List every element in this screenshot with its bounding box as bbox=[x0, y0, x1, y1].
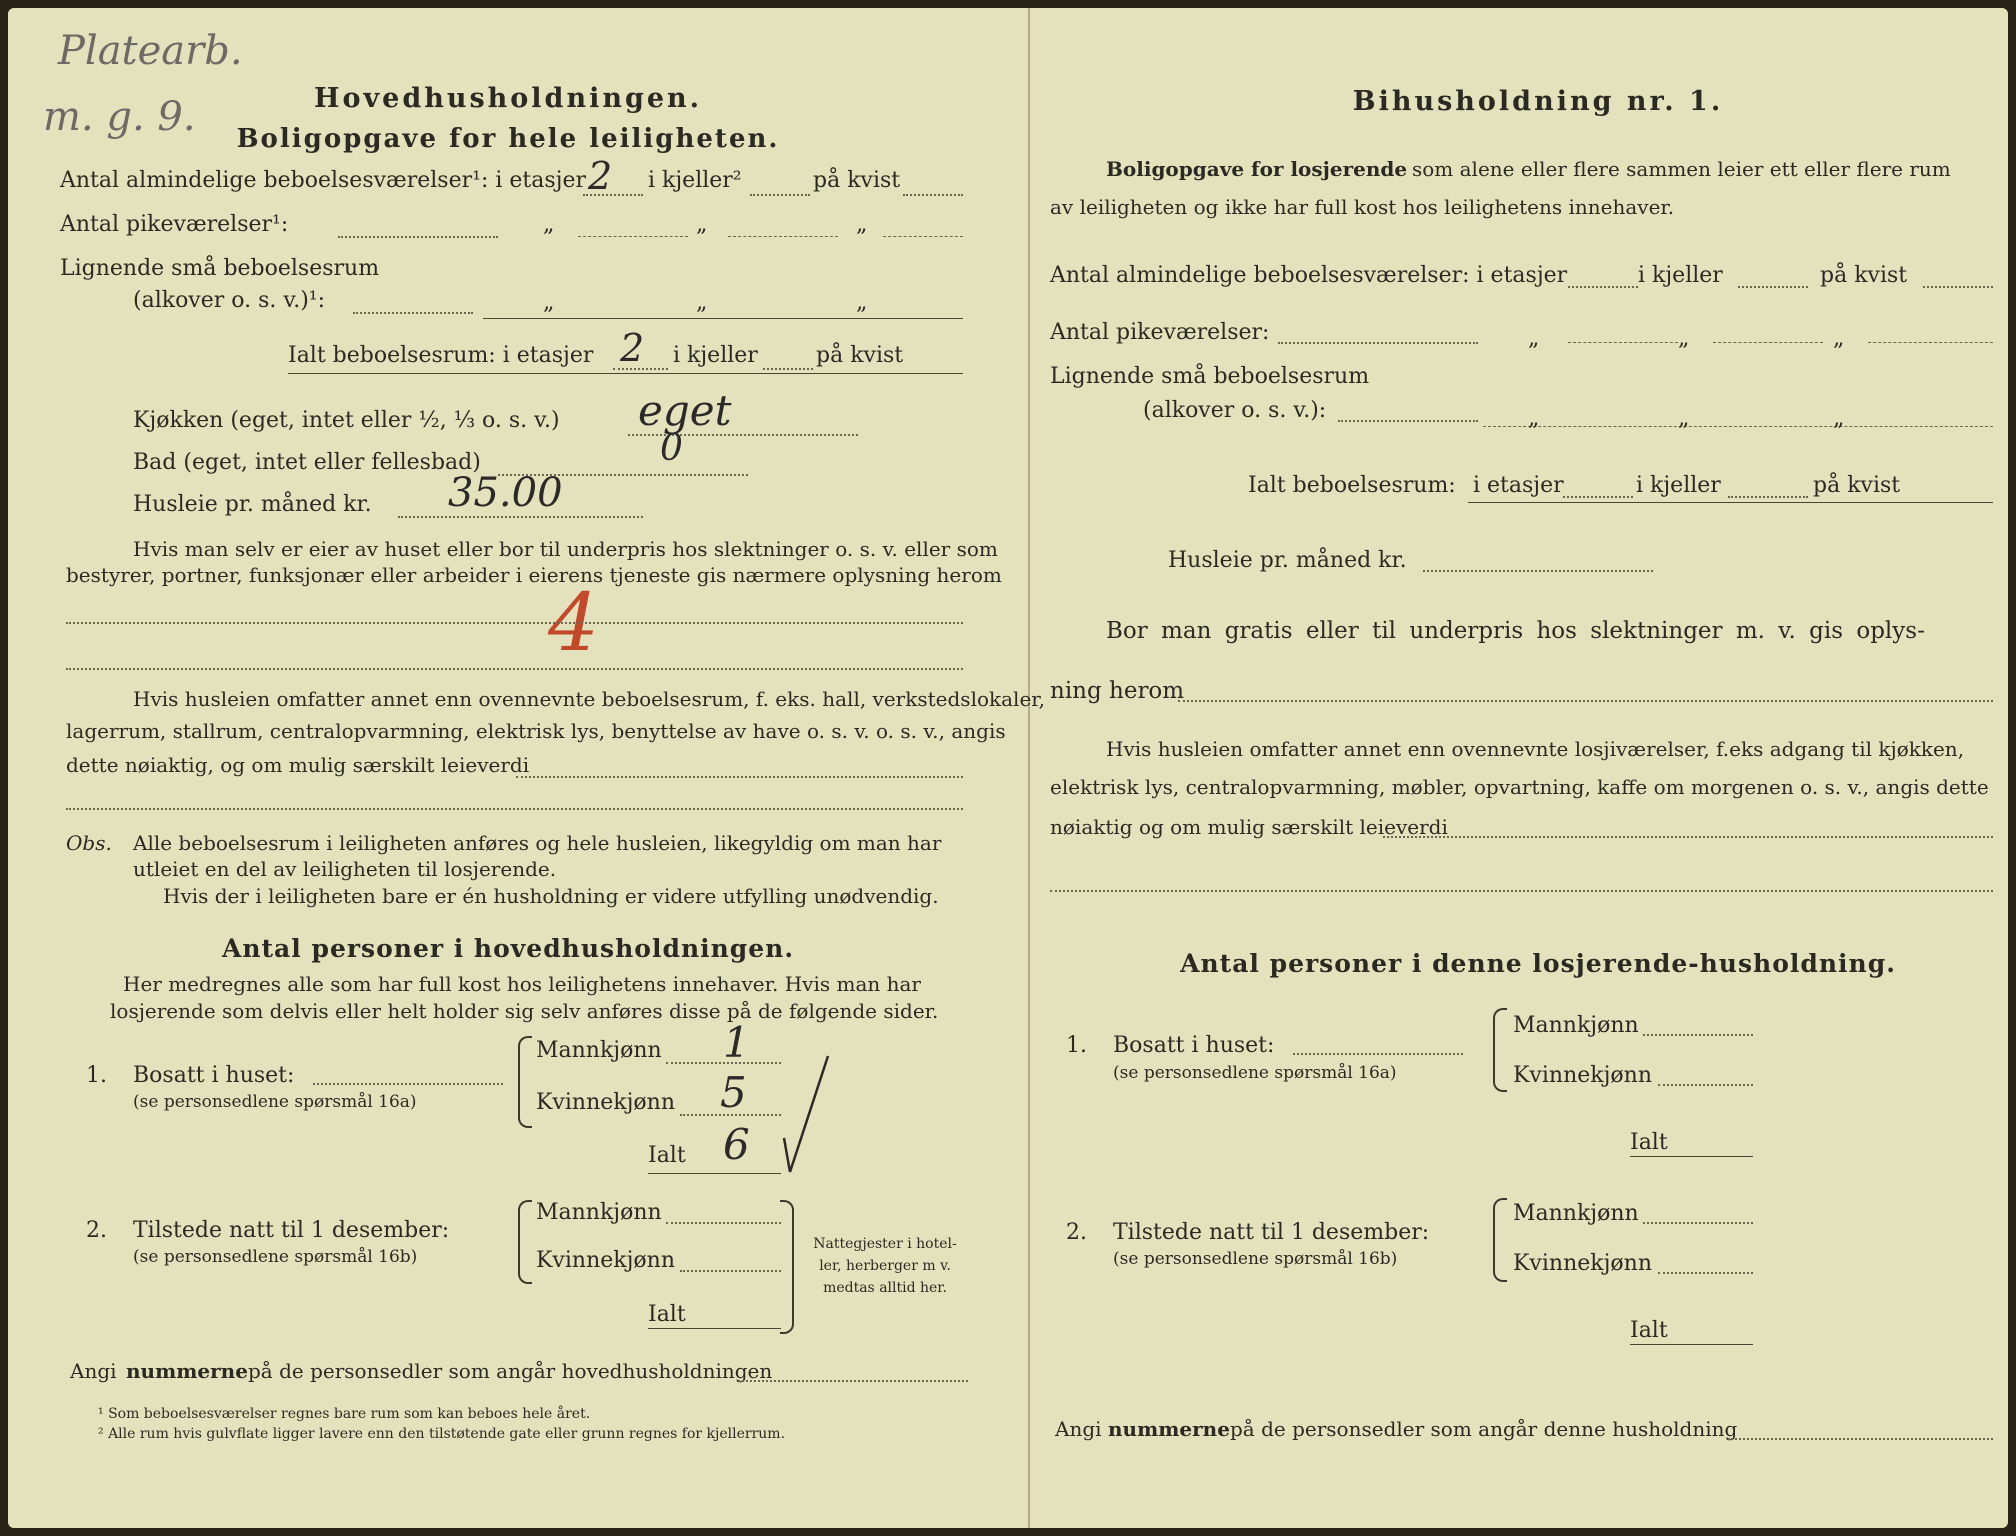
present-female-field[interactable] bbox=[1658, 1272, 1753, 1274]
persons-title: Antal personer i hovedhusholdningen. bbox=[221, 934, 795, 963]
floors-field[interactable] bbox=[583, 194, 643, 196]
floors-field[interactable] bbox=[1568, 286, 1638, 288]
floors-value: 2 bbox=[588, 154, 613, 198]
total-rule bbox=[1468, 502, 1993, 503]
main-household-page bbox=[8, 8, 1046, 1528]
q1-label: Bosatt i huset: bbox=[1113, 1033, 1275, 1058]
male-field[interactable] bbox=[1643, 1034, 1753, 1036]
brace bbox=[518, 1036, 532, 1128]
small-rooms-label: Lignende små beboelsesrum bbox=[60, 256, 380, 281]
included-note-line-3: dette nøiaktig, og om mulig særskilt leieverdi bbox=[66, 753, 530, 777]
q2-number: 2. bbox=[86, 1218, 107, 1243]
cellar-label: i kjeller² bbox=[648, 168, 742, 193]
page-title: Hovedhusholdningen. bbox=[313, 83, 703, 114]
total-floors-field[interactable] bbox=[613, 368, 668, 370]
q1-number: 1. bbox=[1066, 1033, 1087, 1058]
owner-note-line-2: bestyrer, portner, funksjonær eller arbeider i eierens tjeneste gis nærmere oplysning herom bbox=[66, 563, 1002, 587]
maid-cellar-field[interactable] bbox=[728, 236, 838, 237]
numbers-field[interactable] bbox=[738, 1380, 968, 1382]
female-label: Kvinnekjønn bbox=[536, 1090, 675, 1115]
q1-sub: (se personsedlene spørsmål 16a) bbox=[1113, 1063, 1397, 1083]
handwritten-code: m. g. 9. bbox=[43, 94, 196, 140]
attic-label: på kvist bbox=[1820, 263, 1908, 288]
included-note-line-1: Hvis husleien omfatter annet enn ovennevnte beboelsesrum, f. eks. hall, verkstedslokaler, bbox=[133, 687, 1046, 711]
male-value: 1 bbox=[723, 1018, 750, 1067]
q2-sub: (se personsedlene spørsmål 16b) bbox=[133, 1247, 418, 1267]
numbers-label-bold: nummerne bbox=[1108, 1417, 1230, 1441]
q2-number: 2. bbox=[1066, 1220, 1087, 1245]
alcoves-rule bbox=[483, 318, 963, 319]
leader-dots bbox=[1338, 420, 1478, 422]
total-field[interactable] bbox=[648, 1173, 781, 1174]
leader-dots bbox=[1278, 342, 1478, 344]
census-form-sheet bbox=[8, 8, 2008, 1528]
sub-household-page bbox=[1038, 8, 2008, 1528]
numbers-label-pre: Angi bbox=[70, 1359, 117, 1383]
maid-floors-field[interactable] bbox=[1568, 342, 1678, 343]
total-rule bbox=[288, 373, 963, 374]
ditto-mark: „ bbox=[696, 212, 708, 237]
rooms-label: Antal almindelige beboelsesværelser¹: i etasjer bbox=[60, 168, 587, 193]
ditto-mark: „ bbox=[1678, 326, 1690, 351]
numbers-label-post: på de personsedler som angår hovedhusholdningen bbox=[248, 1359, 773, 1383]
q1-label: Bosatt i huset: bbox=[133, 1063, 295, 1088]
female-field[interactable] bbox=[1658, 1084, 1753, 1086]
female-label: Kvinnekjønn bbox=[1513, 1251, 1652, 1276]
total-field[interactable] bbox=[1630, 1156, 1753, 1157]
brace bbox=[1493, 1198, 1507, 1282]
total-floors-field[interactable] bbox=[1563, 496, 1633, 498]
maid-attic-field[interactable] bbox=[883, 236, 963, 237]
footnote-1: ¹ Som beboelsesværelser regnes bare rum som kan beboes hele året. bbox=[98, 1406, 591, 1422]
numbers-label-post: på de personsedler som angår denne husholdning bbox=[1230, 1417, 1738, 1441]
ditto-mark: „ bbox=[543, 290, 555, 315]
rent-field[interactable] bbox=[398, 516, 643, 518]
cellar-label: i kjeller bbox=[1638, 263, 1723, 288]
page-title: Bihusholdning nr. 1. bbox=[1352, 86, 1724, 117]
present-male-field[interactable] bbox=[1643, 1222, 1753, 1224]
total-attic-label: på kvist bbox=[816, 343, 904, 368]
free-note-line-2: ning herom bbox=[1050, 678, 1185, 704]
total-rooms-label: Ialt beboelsesrum: bbox=[1248, 473, 1456, 498]
kitchen-value: eget bbox=[638, 386, 732, 435]
total-rooms-label: Ialt beboelsesrum: i etasjer bbox=[288, 343, 594, 368]
attic-field[interactable] bbox=[1923, 286, 1993, 288]
rent-label: Husleie pr. måned kr. bbox=[133, 492, 372, 517]
handwritten-note-top: Platearb. bbox=[58, 28, 243, 74]
present-total-field[interactable] bbox=[1630, 1344, 1753, 1345]
bath-label: Bad (eget, intet eller fellesbad) bbox=[133, 450, 481, 475]
guests-note-line-1: Nattegjester i hotel- bbox=[813, 1236, 957, 1252]
intro-line-2: av leiligheten og ikke har full kost hos leilighetens innehaver. bbox=[1050, 195, 1675, 219]
leader-dots bbox=[313, 1083, 503, 1085]
present-total-field[interactable] bbox=[648, 1328, 781, 1329]
total-label: Ialt bbox=[1630, 1318, 1668, 1343]
total-cellar-label: i kjeller bbox=[673, 343, 758, 368]
female-value: 5 bbox=[720, 1068, 747, 1117]
alcoves-rule bbox=[1483, 426, 1993, 427]
maid-rooms-label: Antal pikeværelser¹: bbox=[60, 212, 289, 237]
obs-line-1: Alle beboelsesrum i leiligheten anføres og hele husleien, likegyldig om man har bbox=[133, 831, 942, 855]
bath-value: 0 bbox=[660, 428, 683, 469]
female-label: Kvinnekjønn bbox=[536, 1248, 675, 1273]
cellar-field[interactable] bbox=[1738, 286, 1808, 288]
included-note-line-1: Hvis husleien omfatter annet enn ovennevnte losjiværelser, f.eks adgang til kjøkken, bbox=[1106, 737, 1965, 761]
included-value-field[interactable] bbox=[516, 776, 963, 778]
free-note-line-1: Bor man gratis eller til underpris hos slektninger m. v. gis oplys- bbox=[1106, 618, 1925, 644]
rent-label: Husleie pr. måned kr. bbox=[1168, 548, 1407, 573]
obs-line-3: Hvis der i leiligheten bare er én husholdning er videre utfylling unødvendig. bbox=[163, 884, 939, 908]
rent-field[interactable] bbox=[1423, 570, 1653, 572]
alcoves-label: (alkover o. s. v.)¹: bbox=[133, 288, 326, 313]
kitchen-label: Kjøkken (eget, intet eller ½, ⅓ o. s. v.) bbox=[133, 408, 560, 433]
included-note-line-2: lagerrum, stallrum, centralopvarmning, elektrisk lys, benyttelse av have o. s. v. o. s. v., angis bbox=[66, 719, 1006, 743]
total-cellar-field[interactable] bbox=[1728, 496, 1808, 498]
present-male-field[interactable] bbox=[666, 1222, 781, 1224]
ditto-mark: „ bbox=[1833, 326, 1845, 351]
total-label: Ialt bbox=[1630, 1130, 1668, 1155]
male-label: Mannkjønn bbox=[1513, 1013, 1639, 1038]
attic-label: på kvist bbox=[813, 168, 901, 193]
numbers-label-pre: Angi bbox=[1055, 1417, 1102, 1441]
ditto-mark: „ bbox=[1833, 406, 1845, 431]
total-attic-label: på kvist bbox=[1813, 473, 1901, 498]
rooms-label: Antal almindelige beboelsesværelser: i etasjer bbox=[1050, 263, 1568, 288]
present-female-field[interactable] bbox=[680, 1270, 781, 1272]
persons-note-line-2: losjerende som delvis eller helt holder sig selv anføres disse på de følgende sider. bbox=[110, 999, 939, 1023]
brace bbox=[780, 1200, 794, 1334]
total-floors-value: 2 bbox=[620, 326, 645, 370]
maid-floors-field[interactable] bbox=[578, 236, 688, 237]
ditto-mark: „ bbox=[1528, 326, 1540, 351]
included-value-field-2[interactable] bbox=[1050, 890, 1993, 892]
total-cellar-field[interactable] bbox=[763, 368, 813, 370]
alcoves-label: (alkover o. s. v.): bbox=[1143, 398, 1327, 423]
total-cellar-label: i kjeller bbox=[1636, 473, 1721, 498]
intro-line-1: som alene eller flere sammen leier ett eller flere rum bbox=[1412, 157, 1951, 181]
intro-bold: Boligopgave for losjerende bbox=[1106, 157, 1408, 181]
ditto-mark: „ bbox=[856, 212, 868, 237]
ditto-mark: „ bbox=[1678, 406, 1690, 431]
red-pencil-mark: 4 bbox=[548, 576, 599, 669]
persons-title: Antal personer i denne losjerende-husholdning. bbox=[1180, 949, 1896, 978]
leader-dots bbox=[353, 312, 473, 314]
persons-note-line-1: Her medregnes alle som har full kost hos leilighetens innehaver. Hvis man har bbox=[123, 972, 921, 996]
female-field[interactable] bbox=[680, 1114, 781, 1116]
numbers-field[interactable] bbox=[1728, 1438, 1993, 1440]
total-label: Ialt bbox=[648, 1143, 686, 1168]
maid-rooms-label: Antal pikeværelser: bbox=[1050, 320, 1270, 345]
owner-info-field-2[interactable] bbox=[66, 668, 963, 670]
page-fold bbox=[1028, 8, 1030, 1528]
male-label: Mannkjønn bbox=[1513, 1201, 1639, 1226]
guests-note-line-3: medtas alltid her. bbox=[823, 1280, 947, 1296]
owner-note-line-1: Hvis man selv er eier av huset eller bor til underpris hos slektninger o. s. v. eller som bbox=[133, 537, 998, 561]
free-info-field[interactable] bbox=[1178, 700, 1993, 702]
cellar-field[interactable] bbox=[750, 194, 810, 196]
obs-label: Obs. bbox=[66, 831, 112, 855]
footnote-2: ² Alle rum hvis gulvflate ligger lavere enn den tilstøtende gate eller grunn regnes for kjellerrum. bbox=[98, 1426, 786, 1442]
brace bbox=[518, 1200, 532, 1284]
guests-note-line-2: ler, herberger m v. bbox=[819, 1258, 951, 1274]
male-field[interactable] bbox=[666, 1062, 781, 1064]
maid-attic-field[interactable] bbox=[1868, 342, 1993, 343]
maid-cellar-field[interactable] bbox=[1713, 342, 1823, 343]
male-label: Mannkjønn bbox=[536, 1200, 662, 1225]
female-label: Kvinnekjønn bbox=[1513, 1063, 1652, 1088]
brace bbox=[1493, 1008, 1507, 1092]
total-floors-label: i etasjer bbox=[1473, 473, 1564, 498]
included-value-field[interactable] bbox=[1383, 836, 1993, 838]
owner-info-field[interactable] bbox=[66, 622, 963, 624]
ditto-mark: „ bbox=[856, 290, 868, 315]
check-mark bbox=[776, 1048, 836, 1178]
small-rooms-label: Lignende små beboelsesrum bbox=[1050, 364, 1370, 389]
q1-sub: (se personsedlene spørsmål 16a) bbox=[133, 1092, 417, 1112]
ditto-mark: „ bbox=[543, 212, 555, 237]
numbers-label-bold: nummerne bbox=[126, 1359, 248, 1383]
q2-label: Tilstede natt til 1 desember: bbox=[1113, 1220, 1430, 1245]
included-note-line-2: elektrisk lys, centralopvarmning, møbler, opvartning, kaffe om morgenen o. s. v., angis dette bbox=[1050, 775, 1989, 799]
obs-line-2: utleiet en del av leiligheten til losjerende. bbox=[133, 857, 557, 881]
q2-label: Tilstede natt til 1 desember: bbox=[133, 1218, 450, 1243]
leader-dots bbox=[1293, 1053, 1463, 1055]
total-label: Ialt bbox=[648, 1302, 686, 1327]
q2-sub: (se personsedlene spørsmål 16b) bbox=[1113, 1249, 1398, 1269]
page-subtitle: Boligopgave for hele leiligheten. bbox=[236, 124, 780, 154]
included-note-line-3: nøiaktig og om mulig særskilt leieverdi bbox=[1050, 815, 1448, 839]
rent-value: 35.00 bbox=[448, 470, 563, 516]
ditto-mark: „ bbox=[1528, 406, 1540, 431]
q1-number: 1. bbox=[86, 1063, 107, 1088]
ditto-mark: „ bbox=[696, 290, 708, 315]
male-label: Mannkjønn bbox=[536, 1038, 662, 1063]
attic-field[interactable] bbox=[903, 194, 963, 196]
total-value: 6 bbox=[723, 1120, 750, 1169]
included-value-field-2[interactable] bbox=[66, 808, 963, 810]
leader-dots bbox=[338, 236, 498, 238]
